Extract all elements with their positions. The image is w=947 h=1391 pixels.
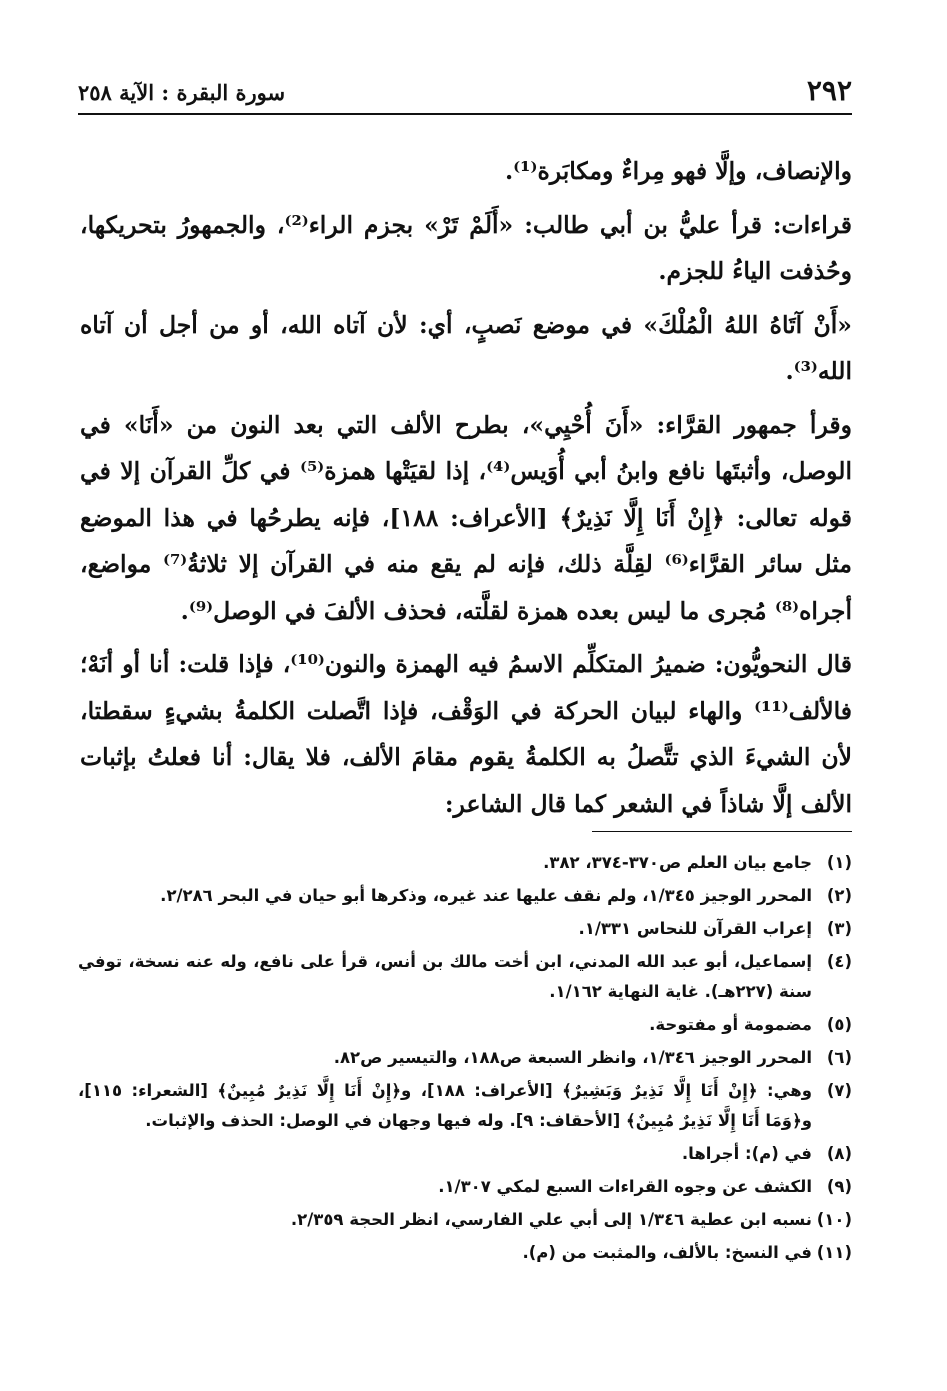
paragraph: «أَنْ آتَاهُ اللهُ الْمُلْكَ» في موضع نَصبٍ، أي: لأن آتاه الله، أو من أجل أن آتاه الله⁽³⁾. — [80, 310, 852, 385]
running-title: سورة البقرة : الآية ٢٥٨ — [78, 80, 286, 105]
footnote-separator — [592, 831, 852, 832]
footnote-number: (٥) — [826, 1015, 852, 1034]
footnote-text: إعراب القرآن للنحاس ١/٣٣١. — [578, 919, 812, 938]
footnote-number: (٣) — [826, 919, 852, 938]
footnote-text: مضمومة أو مفتوحة. — [649, 1015, 812, 1034]
footnote-text: الكشف عن وجوه القراءات السبع لمكي ١/٣٠٧. — [438, 1177, 812, 1196]
footnote — [78, 1139, 852, 1169]
footnote-number: (١٠) — [816, 1210, 852, 1229]
footnote — [78, 914, 852, 944]
paragraph: والإنصاف، وإلَّا فهو مِراءٌ ومكابَرة⁽¹⁾. — [504, 157, 852, 185]
footnote-number: (١) — [826, 853, 852, 872]
page-header — [78, 68, 852, 108]
footnote-text: إسماعيل، أبو عبد الله المدني، ابن أخت مالك بن أنس، قرأ على نافع، وله عنه نسخة، توفي سنة (٢٢٧هـ). غاية النهاية ١/١٦٢. — [78, 952, 812, 1001]
footnote — [78, 947, 852, 1007]
footnote-number: (٧) — [826, 1081, 852, 1100]
footnote-text: جامع بيان العلم ص٣٧٠-٣٧٤، ٣٨٢. — [543, 853, 812, 872]
footnote-text: نسبه ابن عطية ١/٣٤٦ إلى أبي علي الفارسي، انظر الحجة ٢/٣٥٩. — [290, 1210, 812, 1229]
footnote-text: في (م): أجراها. — [681, 1144, 812, 1163]
footnote-text: في النسخ: بالألف، والمثبت من (م). — [522, 1243, 812, 1262]
footnote — [78, 848, 852, 878]
footnotes — [78, 848, 852, 1271]
footnote-number: (٤) — [826, 952, 852, 971]
footnote-number: (٢) — [826, 886, 852, 905]
footnote-text: وهي: ﴿إِنْ أَنَا إِلَّا نَذِيرٌ وَبَشِيرٌ﴾ [الأعراف: ١٨٨]، و﴿إِنْ أَنَا إِلَّا نَذِيرٌ مُبِينٌ﴾ [الشعراء: ١١٥]، و﴿وَمَا أَنَا إِلَّا نَذِيرٌ مُبِينٌ﴾ [الأحقاف: ٩]. وله فيها وجهان في الوصل: الحذف والإثبات. — [78, 1081, 812, 1130]
header-rule — [78, 113, 852, 115]
footnote — [78, 1043, 852, 1073]
footnote-text: المحرر الوجيز ١/٣٤٦، وانظر السبعة ص١٨٨، والتيسير ص٨٢. — [333, 1048, 812, 1067]
footnote — [78, 1238, 852, 1268]
main-text — [80, 148, 852, 834]
page-number: ٢٩٢ — [806, 74, 852, 107]
footnote-number: (٦) — [826, 1048, 852, 1067]
footnote-number: (١١) — [816, 1243, 852, 1262]
footnote-text: المحرر الوجيز ١/٣٤٥، ولم نقف عليها عند غيره، وذكرها أبو حيان في البحر ٢/٢٨٦. — [160, 886, 812, 905]
paragraph: قال النحويُّون: ضميرُ المتكلِّم الاسمُ فيه الهمزة والنون⁽¹⁰⁾، فإذا قلت: أنا أو أنَهْ؛ فالألف⁽¹¹⁾ والهاء لبيان الحركة في الوَقْف، فإذا اتَّصلت الكلمةُ بشيءٍ سقطتا، لأن الشيءَ الذي تتَّصلُ به الكلمةُ يقوم مقامَ الألف، فلا يقال: أنا فعلتُ بإثبات الألف إلَّا شاذاً في الشعر كما قال الشاعر: — [80, 650, 852, 818]
footnote — [78, 1010, 852, 1040]
footnote — [78, 1172, 852, 1202]
footnote-number: (٩) — [826, 1177, 852, 1196]
footnote — [78, 1205, 852, 1235]
footnote — [78, 881, 852, 911]
footnote-number: (٨) — [826, 1144, 852, 1163]
paragraph: قراءات: قرأ عليُّ بن أبي طالب: «أَلَمْ تَرْ» بجزم الراء⁽²⁾، والجمهورُ بتحريكها، وحُذفت الياءُ للجزم. — [80, 210, 852, 285]
paragraph: وقرأ جمهور القرَّاء: «أَنَ أُحْيِي»، بطرح الألف التي بعد النون من «أَنَا» في الوصل، وأثبتَها نافع وابنُ أبي أُوَيس⁽⁴⁾، إذا لقيَتْها همزة⁽⁵⁾ في كلِّ القرآن إلا في قوله تعالى: ﴿إِنْ أَنَا إِلَّا نَذِيرٌ﴾ [الأعراف: ١٨٨]، فإنه يطرحُها في هذا الموضع مثل سائر القرَّاء⁽⁶⁾ لقِلَّة ذلك، فإنه لم يقع منه في القرآن إلا ثلاثةُ⁽⁷⁾ مواضع، أجراه⁽⁸⁾ مُجرى ما ليس بعده همزة لقلَّته، فحذف الألفَ في الوصل⁽⁹⁾. — [80, 410, 852, 625]
footnote — [78, 1076, 852, 1136]
